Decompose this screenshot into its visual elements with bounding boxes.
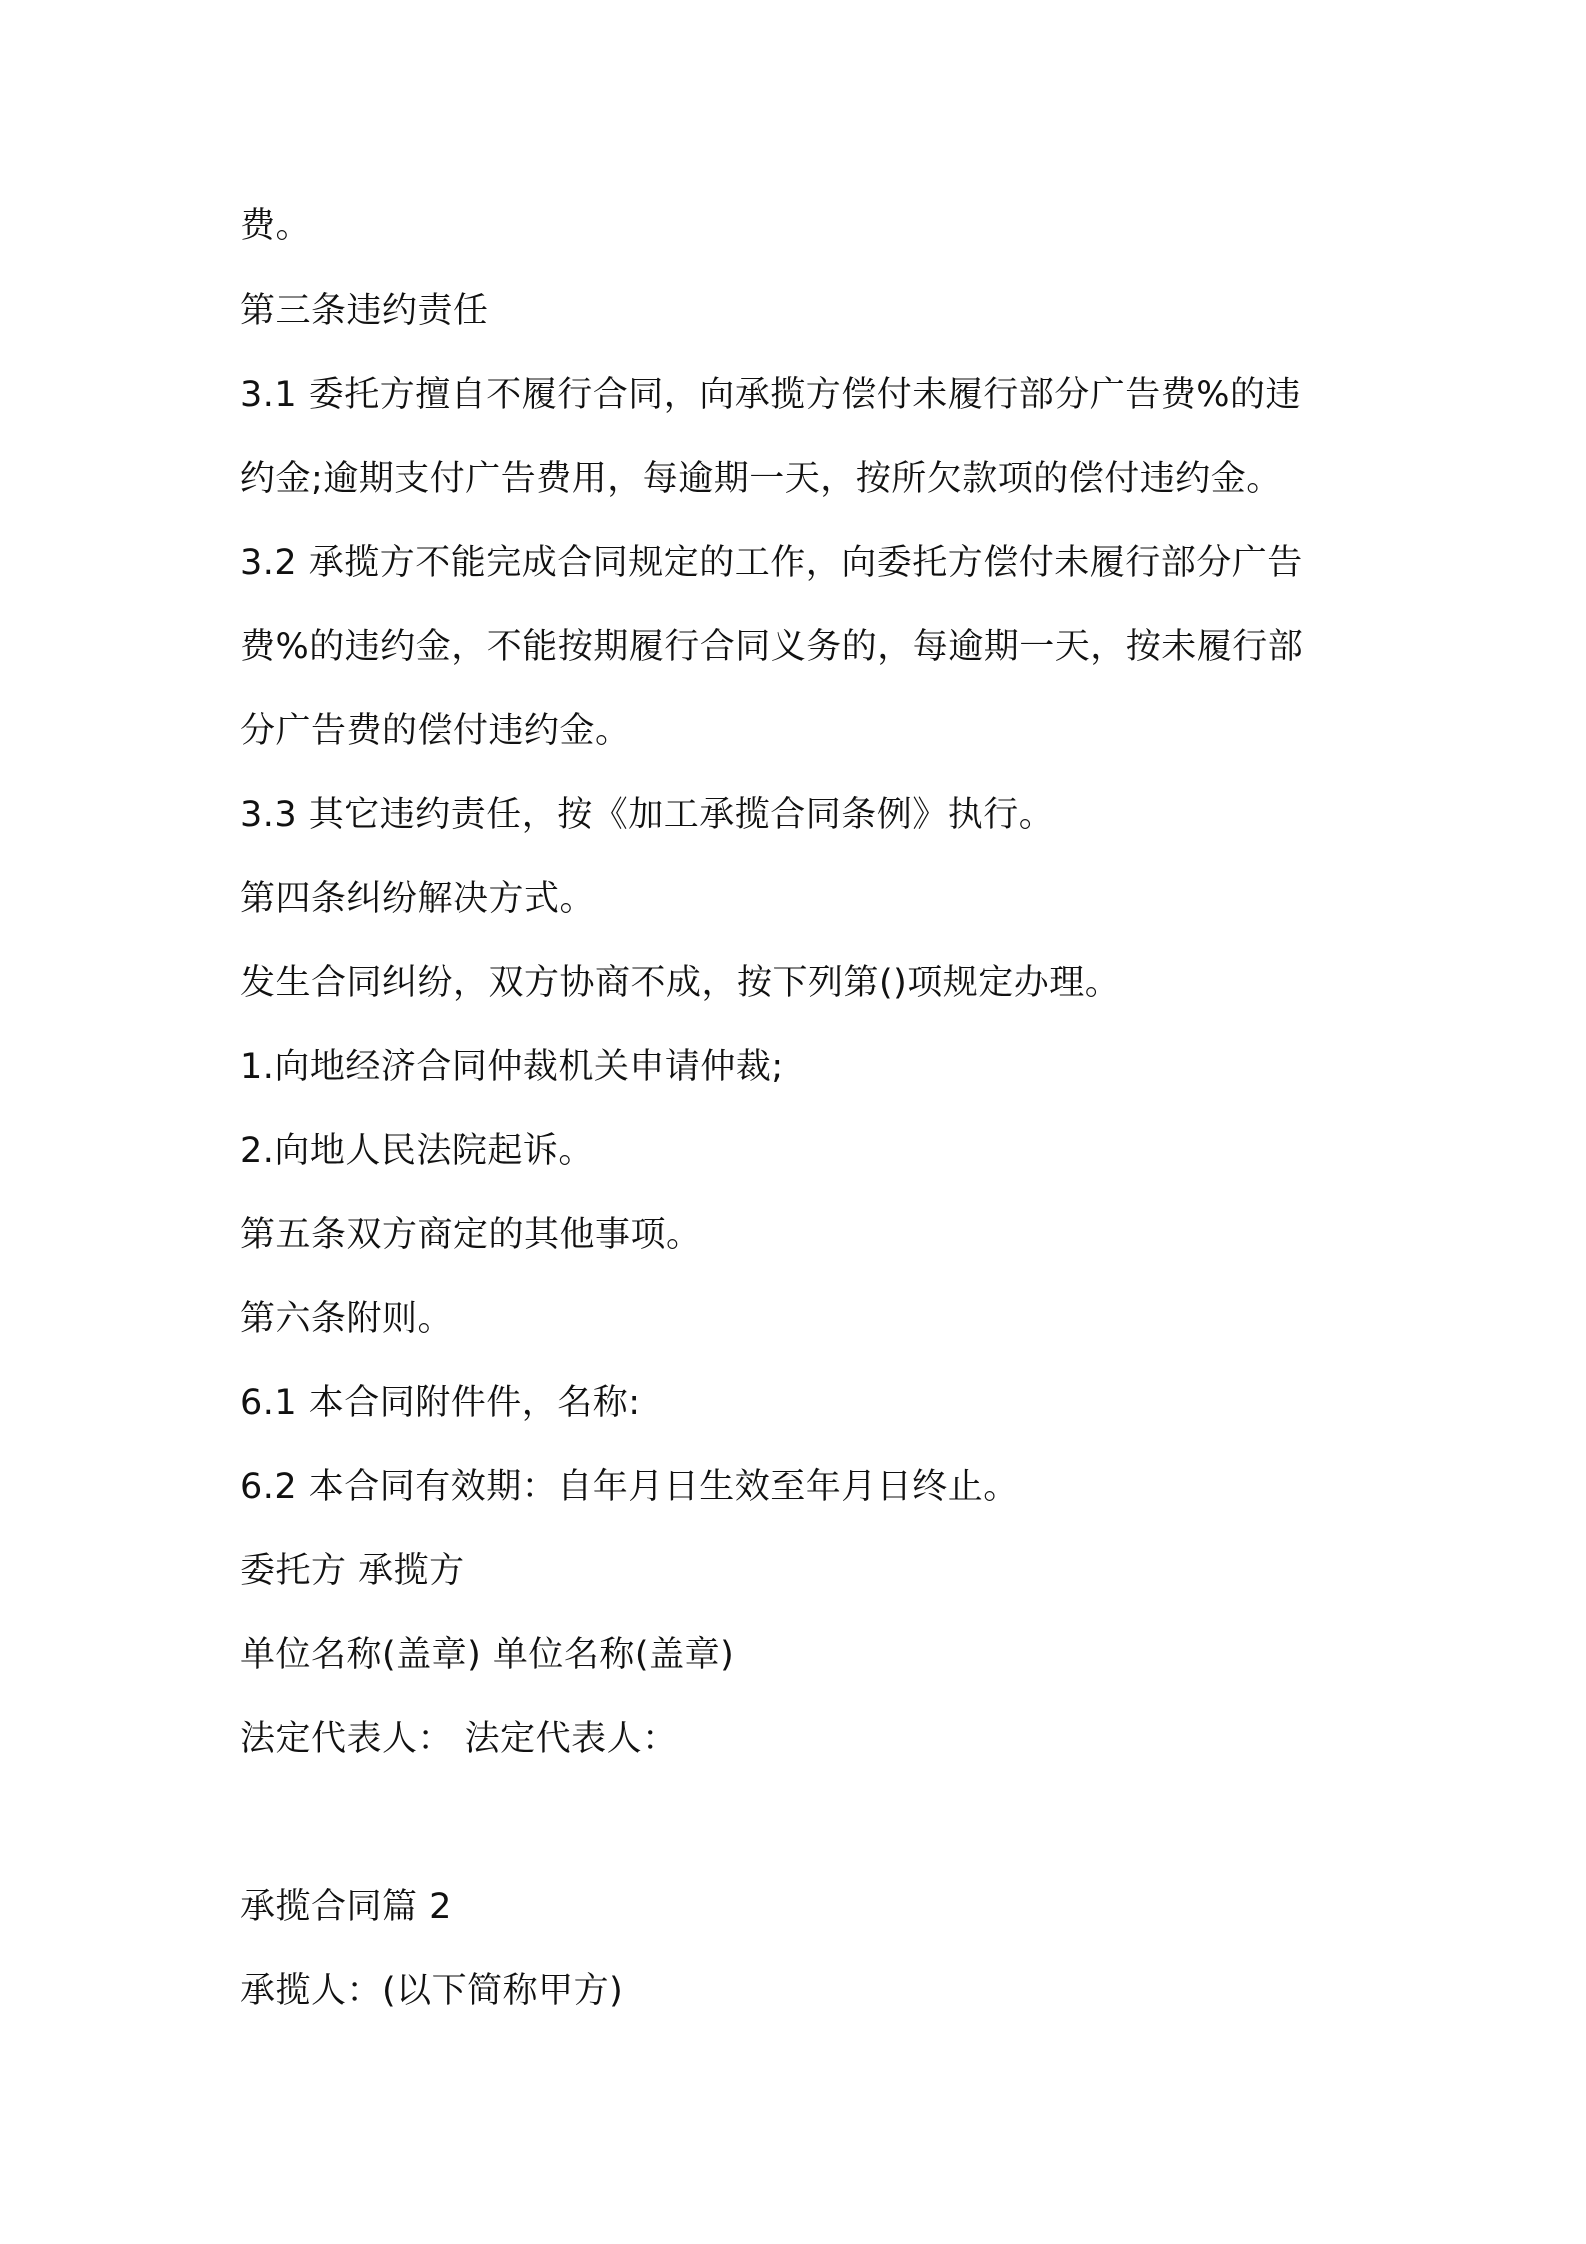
text-line: 承揽人：(以下简称甲方): [240, 1971, 624, 2011]
section-heading: 第三条违约责任: [240, 291, 489, 331]
signature-representative-line: 法定代表人： 法定代表人：: [240, 1719, 678, 1759]
document-title: 承揽合同篇 2: [240, 1887, 452, 1927]
text-line: 3.3 其它违约责任，按《加工承揽合同条例》执行。: [240, 795, 1055, 835]
signature-parties-line: 委托方 承揽方: [240, 1551, 465, 1591]
text-line: 发生合同纠纷，双方协商不成，按下列第()项规定办理。: [240, 963, 1121, 1003]
section-heading: 第六条附则。: [240, 1299, 454, 1339]
text-line: 费。: [240, 206, 312, 246]
text-line: 2.向地人民法院起诉。: [240, 1131, 594, 1171]
text-line: 费%的违约金，不能按期履行合同义务的，每逾期一天，按未履行部: [240, 627, 1304, 667]
text-line: 3.2 承揽方不能完成合同规定的工作，向委托方偿付未履行部分广告: [240, 543, 1303, 583]
signature-seal-line: 单位名称(盖章) 单位名称(盖章): [240, 1635, 735, 1675]
text-line: 6.1 本合同附件件，名称:: [240, 1383, 641, 1423]
section-heading: 第五条双方商定的其他事项。: [240, 1215, 702, 1255]
section-heading: 第四条纠纷解决方式。: [240, 879, 596, 919]
text-line: 分广告费的偿付违约金。: [240, 711, 631, 751]
text-line: 3.1 委托方擅自不履行合同，向承揽方偿付未履行部分广告费%的违: [240, 375, 1302, 415]
text-line: 1.向地经济合同仲裁机关申请仲裁;: [240, 1047, 784, 1087]
text-line: 6.2 本合同有效期：自年月日生效至年月日终止。: [240, 1467, 1019, 1507]
text-line: 约金;逾期支付广告费用，每逾期一天，按所欠款项的偿付违约金。: [240, 459, 1282, 499]
